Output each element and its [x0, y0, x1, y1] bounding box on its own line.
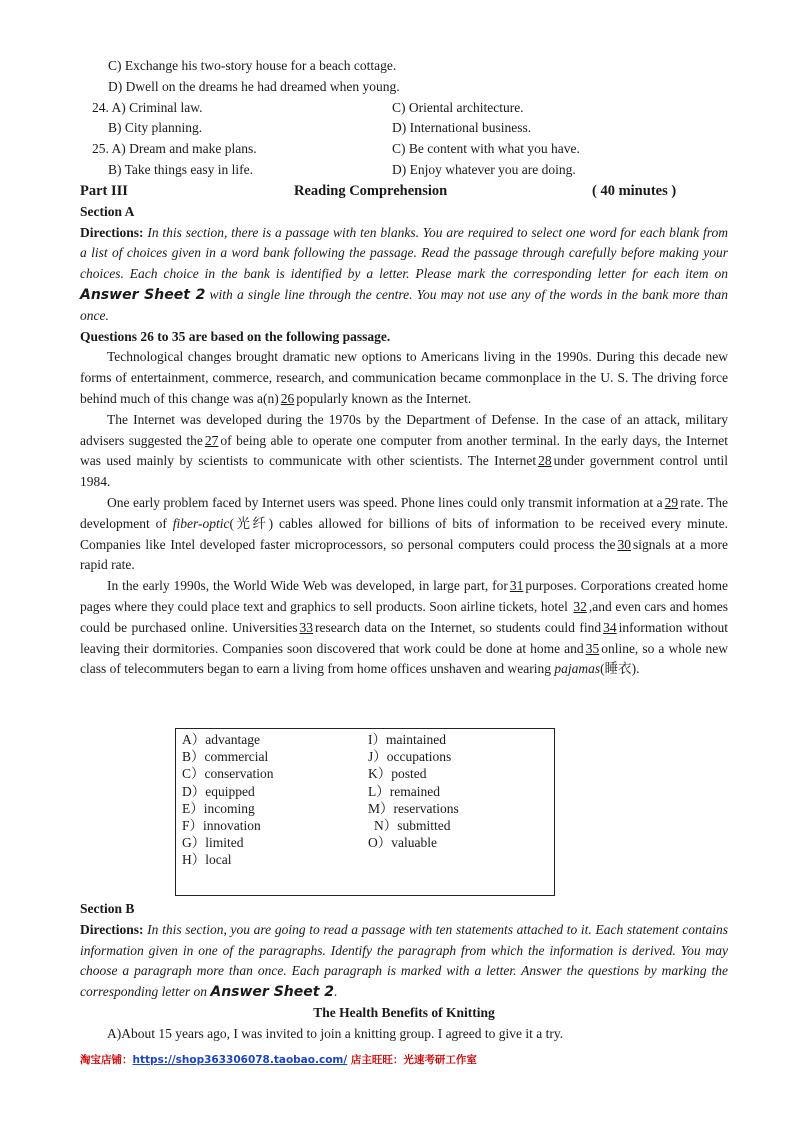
section-a-directions-label: Directions:	[80, 224, 144, 240]
q24-option-b: B) City planning.	[108, 120, 203, 136]
section-a-directions-text-end: with a single line through the centre. You may not use any of the words in the bank more than once.	[80, 286, 728, 323]
word-bank-item: G）limited	[182, 835, 244, 851]
word-bank-item: O）valuable	[368, 835, 437, 851]
q23-option-d: D) Dwell on the dreams he had dreamed when young.	[108, 78, 400, 94]
q23-option-c-row	[80, 56, 728, 77]
section-b-heading: Section B	[80, 901, 135, 916]
shop-label: 淘宝店铺：	[80, 1054, 133, 1066]
q25-option-a: 25. A) Dream and make plans.	[92, 141, 257, 157]
fiber-optic-term: fiber-optic	[172, 515, 230, 531]
q24-option-a: 24. A) Criminal law.	[92, 99, 203, 115]
word-bank-item: C）conservation	[182, 766, 274, 782]
blank-30: 30	[617, 536, 631, 552]
passage-text: purposes. Corporations created home pages where they could place text and graphics to sell products. Soon airline tickets, hotel	[80, 578, 728, 614]
word-bank-left-column	[182, 731, 273, 869]
blank-35: 35	[585, 640, 600, 656]
section-b-answer-sheet: Answer Sheet 2	[210, 984, 335, 1001]
passage-text: cables allowed for billions of bits of information to be received every minute. Companies like Intel developed faster microprocessors, so personal computers could process the	[80, 515, 728, 552]
word-bank-item: D）equipped	[182, 783, 255, 799]
q25-row-1	[80, 139, 728, 160]
section-b-directions-text: In this section, you are going to read a passage with ten statements attached to it. Each statement contains information given in one of the paragraphs. Identify the paragraph from which the information is derived. You may choose a paragraph more than once. Each paragraph is marked with a letter. Answer the questions by marking the corresponding letter on	[80, 921, 728, 1000]
q25-option-b: B) Take things easy in life.	[108, 161, 254, 177]
q23-option-c: C) Exchange his two-story house for a beach cottage.	[108, 58, 397, 73]
section-b-directions	[80, 920, 728, 1003]
shop-owner: 店主旺旺：光速考研工作室	[350, 1054, 477, 1066]
word-bank-right-column	[368, 731, 459, 851]
fiber-optic-gloss: (光纤)	[229, 515, 274, 531]
q24-row-2	[80, 118, 728, 139]
word-bank-item: I）maintained	[368, 732, 446, 747]
q24-option-c: C) Oriental architecture.	[392, 99, 524, 115]
section-b-directions-end: .	[334, 984, 338, 1000]
word-bank-item: K）posted	[368, 766, 427, 782]
blank-29: 29	[664, 494, 679, 510]
q25-row-2	[80, 160, 728, 181]
q24-row-1	[80, 98, 728, 119]
passage-title: The Health Benefits of Knitting	[313, 1004, 495, 1020]
q25-option-d: D) Enjoy whatever you are doing.	[392, 161, 576, 177]
document-page	[80, 56, 728, 680]
word-bank-item: A）advantage	[182, 732, 260, 747]
word-bank-item: E）incoming	[182, 800, 255, 816]
q23-option-d-row	[80, 77, 728, 98]
questions-intro: Questions 26 to 35 are based on the following passage.	[80, 328, 391, 344]
passage-paragraph-3	[80, 493, 728, 576]
section-a-heading: Section A	[80, 203, 135, 219]
word-bank-item: J）occupations	[368, 749, 452, 765]
part-time: ( 40 minutes )	[592, 182, 677, 199]
passage-paragraph-1	[80, 347, 728, 409]
section-b	[80, 899, 728, 1045]
passage-text: One early problem faced by Internet users was speed. Phone lines could only transmit information at a	[107, 494, 663, 510]
passage-paragraph-2	[80, 410, 728, 493]
blank-26: 26	[280, 390, 295, 406]
word-bank-item: H）local	[182, 852, 232, 868]
part-heading	[80, 181, 728, 202]
word-bank	[175, 728, 555, 896]
passage-text: rate. The development of	[80, 494, 728, 531]
blank-33: 33	[299, 619, 313, 635]
passage-text: The Internet was developed during the 1970s by the Department of Defense. In the case of an attack, military advisers suggested the	[80, 411, 728, 448]
blank-32: 32	[573, 598, 587, 614]
passage-text: research data on the Internet, so students could find	[314, 619, 602, 635]
section-a-directions-text: In this section, there is a passage with ten blanks. You are required to select one word for each blank from a list of choices given in a word bank following the passage. Read the passage through carefully before making your choices. Each choice in the bank is identified by a letter. Please mark the corresponding letter for each item on	[80, 224, 728, 282]
blank-28: 28	[538, 453, 552, 469]
section-b-directions-label: Directions:	[80, 921, 144, 937]
shop-link[interactable]: https://shop363306078.taobao.com/	[132, 1054, 348, 1066]
blank-34: 34	[603, 619, 617, 635]
q25-option-c: C) Be content with what you have.	[392, 141, 580, 157]
paragraph-a: A)About 15 years ago, I was invited to join a knitting group. I agreed to give it a try.	[107, 1025, 564, 1041]
footer	[80, 1052, 477, 1067]
blank-27: 27	[204, 432, 219, 448]
passage-text: online, so a whole new class of telecommuters began to earn a living from home offices unshaven and wearing	[80, 640, 728, 677]
word-bank-item: N）submitted	[374, 817, 451, 833]
section-a-directions	[80, 223, 728, 327]
word-bank-item: M）reservations	[368, 800, 459, 816]
section-a-answer-sheet: Answer Sheet 2	[80, 286, 206, 303]
passage-text: ,and even cars and homes could be purchased online. Universities	[80, 598, 729, 635]
q24-option-d: D) International business.	[392, 120, 532, 136]
word-bank-item: L）remained	[368, 783, 440, 799]
passage-text: signals at a more rapid rate.	[80, 536, 728, 573]
part-label: Part III	[80, 182, 128, 199]
pajamas-term: pajamas	[554, 661, 601, 677]
passage-text: information without leaving their dormitories. Companies soon discovered that work could be done at home and	[80, 619, 728, 656]
word-bank-item: F）innovation	[182, 817, 261, 833]
passage-text: Technological changes brought dramatic new options to Americans living in the 1990s. During this decade new forms of entertainment, commerce, research, and communication became commonplace in the U. S. The driving force behind much of this change was a(n)	[80, 349, 728, 406]
pajamas-gloss: (睡衣).	[600, 661, 640, 677]
blank-31: 31	[509, 578, 524, 594]
passage-text: of being able to operate one computer from another terminal. In the early days, the Internet was used mainly by scientists to communicate with other scientists. The Internet	[80, 432, 728, 469]
passage-text: under government control until 1984.	[80, 453, 728, 490]
passage	[80, 347, 728, 680]
passage-paragraph-4	[80, 576, 728, 680]
passage-text: popularly known as the Internet.	[296, 390, 472, 406]
part-title: Reading Comprehension	[294, 182, 448, 199]
passage-text: In the early 1990s, the World Wide Web was developed, in large part, for	[107, 578, 508, 594]
word-bank-item: B）commercial	[182, 749, 269, 765]
